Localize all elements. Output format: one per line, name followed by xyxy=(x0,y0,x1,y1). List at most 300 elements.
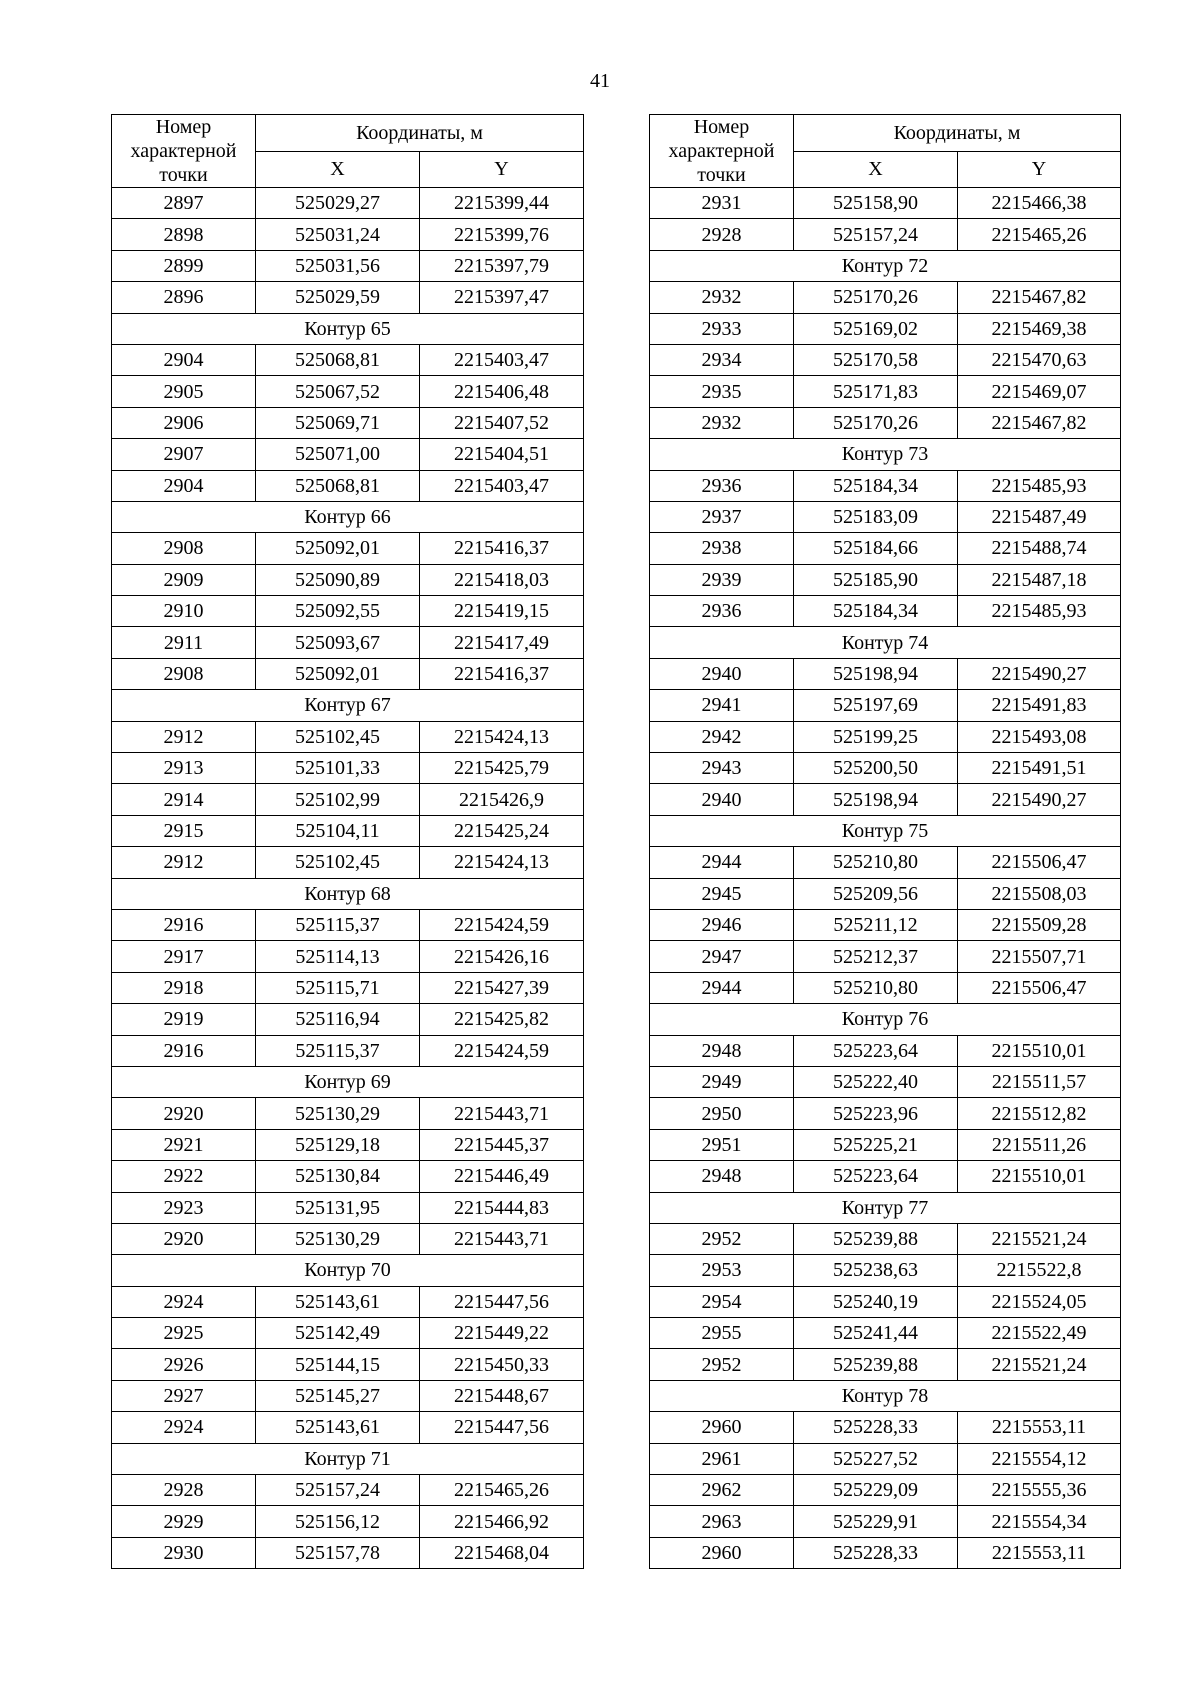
contour-row xyxy=(650,1004,1121,1035)
table-row xyxy=(112,1192,584,1223)
x-coordinate-cell: 525116,94 xyxy=(256,1004,420,1035)
point-number-cell: 2960 xyxy=(650,1537,794,1568)
x-coordinate-cell: 525102,45 xyxy=(256,847,420,878)
table-row xyxy=(650,344,1121,375)
table-row xyxy=(650,941,1121,972)
y-coordinate-cell: 2215419,15 xyxy=(420,596,584,627)
point-number-cell: 2937 xyxy=(650,501,794,532)
x-coordinate-cell: 525145,27 xyxy=(256,1380,420,1411)
point-number-cell: 2945 xyxy=(650,878,794,909)
y-coordinate-cell: 2215416,37 xyxy=(420,533,584,564)
x-coordinate-cell: 525238,63 xyxy=(794,1255,958,1286)
point-number-cell: 2924 xyxy=(112,1286,256,1317)
point-number-cell: 2908 xyxy=(112,658,256,689)
table-row xyxy=(112,1161,584,1192)
header-point-number: Номер характерной точки xyxy=(112,115,256,188)
x-coordinate-cell: 525211,12 xyxy=(794,909,958,940)
y-coordinate-cell: 2215443,71 xyxy=(420,1223,584,1254)
table-row xyxy=(112,1380,584,1411)
point-number-cell: 2949 xyxy=(650,1066,794,1097)
point-number-cell: 2913 xyxy=(112,753,256,784)
x-coordinate-cell: 525143,61 xyxy=(256,1286,420,1317)
y-coordinate-cell: 2215485,93 xyxy=(958,470,1121,501)
x-coordinate-cell: 525157,78 xyxy=(256,1537,420,1568)
x-coordinate-cell: 525228,33 xyxy=(794,1412,958,1443)
point-number-cell: 2938 xyxy=(650,533,794,564)
table-row xyxy=(112,533,584,564)
x-coordinate-cell: 525199,25 xyxy=(794,721,958,752)
x-coordinate-cell: 525223,64 xyxy=(794,1035,958,1066)
point-number-cell: 2928 xyxy=(112,1475,256,1506)
contour-row xyxy=(650,250,1121,281)
x-coordinate-cell: 525227,52 xyxy=(794,1443,958,1474)
y-coordinate-cell: 2215403,47 xyxy=(420,344,584,375)
y-coordinate-cell: 2215512,82 xyxy=(958,1098,1121,1129)
x-coordinate-cell: 525222,40 xyxy=(794,1066,958,1097)
contour-label: Контур 69 xyxy=(112,1066,584,1097)
table-row xyxy=(650,596,1121,627)
y-coordinate-cell: 2215506,47 xyxy=(958,847,1121,878)
y-coordinate-cell: 2215466,92 xyxy=(420,1506,584,1537)
point-number-cell: 2922 xyxy=(112,1161,256,1192)
y-coordinate-cell: 2215508,03 xyxy=(958,878,1121,909)
point-number-cell: 2939 xyxy=(650,564,794,595)
table-row xyxy=(112,1004,584,1035)
point-number-cell: 2948 xyxy=(650,1035,794,1066)
contour-label: Контур 68 xyxy=(112,878,584,909)
point-number-cell: 2916 xyxy=(112,909,256,940)
point-number-cell: 2923 xyxy=(112,1192,256,1223)
table-row xyxy=(650,533,1121,564)
contour-row xyxy=(112,1443,584,1474)
table-row xyxy=(112,596,584,627)
x-coordinate-cell: 525170,26 xyxy=(794,282,958,313)
x-coordinate-cell: 525169,02 xyxy=(794,313,958,344)
table-row xyxy=(112,784,584,815)
contour-row xyxy=(650,815,1121,846)
x-coordinate-cell: 525068,81 xyxy=(256,470,420,501)
point-number-cell: 2917 xyxy=(112,941,256,972)
point-number-cell: 2915 xyxy=(112,815,256,846)
table-row xyxy=(650,972,1121,1003)
y-coordinate-cell: 2215521,24 xyxy=(958,1223,1121,1254)
contour-row xyxy=(112,690,584,721)
y-coordinate-cell: 2215425,24 xyxy=(420,815,584,846)
point-number-cell: 2907 xyxy=(112,439,256,470)
x-coordinate-cell: 525102,99 xyxy=(256,784,420,815)
x-coordinate-cell: 525210,80 xyxy=(794,847,958,878)
x-coordinate-cell: 525102,45 xyxy=(256,721,420,752)
table-row xyxy=(112,344,584,375)
y-coordinate-cell: 2215407,52 xyxy=(420,407,584,438)
x-coordinate-cell: 525239,88 xyxy=(794,1349,958,1380)
y-coordinate-cell: 2215470,63 xyxy=(958,344,1121,375)
table-row xyxy=(650,753,1121,784)
table-row xyxy=(650,1161,1121,1192)
point-number-cell: 2912 xyxy=(112,847,256,878)
table-row xyxy=(650,1223,1121,1254)
y-coordinate-cell: 2215487,49 xyxy=(958,501,1121,532)
point-number-cell: 2896 xyxy=(112,282,256,313)
x-coordinate-cell: 525092,01 xyxy=(256,658,420,689)
y-coordinate-cell: 2215418,03 xyxy=(420,564,584,595)
x-coordinate-cell: 525212,37 xyxy=(794,941,958,972)
table-row xyxy=(650,1412,1121,1443)
y-coordinate-cell: 2215555,36 xyxy=(958,1475,1121,1506)
x-coordinate-cell: 525142,49 xyxy=(256,1318,420,1349)
point-number-cell: 2918 xyxy=(112,972,256,1003)
table-row xyxy=(650,313,1121,344)
table-row xyxy=(112,282,584,313)
x-coordinate-cell: 525157,24 xyxy=(256,1475,420,1506)
y-coordinate-cell: 2215554,34 xyxy=(958,1506,1121,1537)
point-number-cell: 2924 xyxy=(112,1412,256,1443)
point-number-cell: 2944 xyxy=(650,847,794,878)
y-coordinate-cell: 2215446,49 xyxy=(420,1161,584,1192)
coordinates-table-right xyxy=(649,114,1121,1569)
y-coordinate-cell: 2215553,11 xyxy=(958,1412,1121,1443)
x-coordinate-cell: 525170,58 xyxy=(794,344,958,375)
x-coordinate-cell: 525114,13 xyxy=(256,941,420,972)
y-coordinate-cell: 2215511,57 xyxy=(958,1066,1121,1097)
y-coordinate-cell: 2215445,37 xyxy=(420,1129,584,1160)
table-row xyxy=(112,1286,584,1317)
point-number-cell: 2936 xyxy=(650,596,794,627)
x-coordinate-cell: 525144,15 xyxy=(256,1349,420,1380)
x-coordinate-cell: 525130,84 xyxy=(256,1161,420,1192)
point-number-cell: 2921 xyxy=(112,1129,256,1160)
table-row xyxy=(112,1475,584,1506)
point-number-cell: 2927 xyxy=(112,1380,256,1411)
point-number-cell: 2899 xyxy=(112,250,256,281)
header-coordinates: Координаты, м xyxy=(256,115,584,152)
table-row xyxy=(650,1443,1121,1474)
table-row xyxy=(112,1098,584,1129)
y-coordinate-cell: 2215467,82 xyxy=(958,282,1121,313)
table-row xyxy=(112,815,584,846)
point-number-cell: 2904 xyxy=(112,470,256,501)
table-row xyxy=(112,439,584,470)
point-number-cell: 2919 xyxy=(112,1004,256,1035)
table-row xyxy=(112,1035,584,1066)
table-row xyxy=(112,941,584,972)
contour-label: Контур 67 xyxy=(112,690,584,721)
x-coordinate-cell: 525184,34 xyxy=(794,470,958,501)
point-number-cell: 2953 xyxy=(650,1255,794,1286)
y-coordinate-cell: 2215553,11 xyxy=(958,1537,1121,1568)
y-coordinate-cell: 2215509,28 xyxy=(958,909,1121,940)
contour-row xyxy=(650,439,1121,470)
x-coordinate-cell: 525067,52 xyxy=(256,376,420,407)
y-coordinate-cell: 2215465,26 xyxy=(958,219,1121,250)
table-row xyxy=(112,1537,584,1568)
table-row xyxy=(650,784,1121,815)
y-coordinate-cell: 2215491,83 xyxy=(958,690,1121,721)
point-number-cell: 2944 xyxy=(650,972,794,1003)
table-row xyxy=(112,188,584,219)
point-number-cell: 2926 xyxy=(112,1349,256,1380)
contour-label: Контур 72 xyxy=(650,250,1121,281)
table-row xyxy=(650,470,1121,501)
page-number: 41 xyxy=(590,70,610,92)
point-number-cell: 2952 xyxy=(650,1349,794,1380)
table-row xyxy=(650,1349,1121,1380)
contour-row xyxy=(112,1255,584,1286)
y-coordinate-cell: 2215447,56 xyxy=(420,1412,584,1443)
table-row xyxy=(650,501,1121,532)
y-coordinate-cell: 2215554,12 xyxy=(958,1443,1121,1474)
y-coordinate-cell: 2215506,47 xyxy=(958,972,1121,1003)
y-coordinate-cell: 2215426,9 xyxy=(420,784,584,815)
table-row xyxy=(650,658,1121,689)
y-coordinate-cell: 2215466,38 xyxy=(958,188,1121,219)
table-row xyxy=(650,376,1121,407)
table-row xyxy=(650,1537,1121,1568)
x-coordinate-cell: 525158,90 xyxy=(794,188,958,219)
header-y: Y xyxy=(420,151,584,188)
point-number-cell: 2920 xyxy=(112,1223,256,1254)
point-number-cell: 2911 xyxy=(112,627,256,658)
table-row xyxy=(112,219,584,250)
point-number-cell: 2948 xyxy=(650,1161,794,1192)
x-coordinate-cell: 525210,80 xyxy=(794,972,958,1003)
coordinates-table-left xyxy=(111,114,584,1569)
y-coordinate-cell: 2215424,59 xyxy=(420,909,584,940)
table-row xyxy=(112,407,584,438)
y-coordinate-cell: 2215397,47 xyxy=(420,282,584,313)
x-coordinate-cell: 525069,71 xyxy=(256,407,420,438)
x-coordinate-cell: 525183,09 xyxy=(794,501,958,532)
table-row xyxy=(650,407,1121,438)
x-coordinate-cell: 525156,12 xyxy=(256,1506,420,1537)
table-row xyxy=(650,1098,1121,1129)
contour-row xyxy=(112,878,584,909)
point-number-cell: 2946 xyxy=(650,909,794,940)
x-coordinate-cell: 525130,29 xyxy=(256,1223,420,1254)
point-number-cell: 2952 xyxy=(650,1223,794,1254)
y-coordinate-cell: 2215424,59 xyxy=(420,1035,584,1066)
y-coordinate-cell: 2215487,18 xyxy=(958,564,1121,595)
point-number-cell: 2910 xyxy=(112,596,256,627)
point-number-cell: 2941 xyxy=(650,690,794,721)
x-coordinate-cell: 525170,26 xyxy=(794,407,958,438)
point-number-cell: 2960 xyxy=(650,1412,794,1443)
table-row xyxy=(112,658,584,689)
x-coordinate-cell: 525115,37 xyxy=(256,1035,420,1066)
table-row xyxy=(650,1506,1121,1537)
point-number-cell: 2909 xyxy=(112,564,256,595)
contour-label: Контур 77 xyxy=(650,1192,1121,1223)
table-row xyxy=(112,753,584,784)
y-coordinate-cell: 2215485,93 xyxy=(958,596,1121,627)
point-number-cell: 2936 xyxy=(650,470,794,501)
y-coordinate-cell: 2215448,67 xyxy=(420,1380,584,1411)
table-row xyxy=(112,1412,584,1443)
x-coordinate-cell: 525185,90 xyxy=(794,564,958,595)
x-coordinate-cell: 525090,89 xyxy=(256,564,420,595)
x-coordinate-cell: 525184,66 xyxy=(794,533,958,564)
x-coordinate-cell: 525229,91 xyxy=(794,1506,958,1537)
point-number-cell: 2925 xyxy=(112,1318,256,1349)
table-row xyxy=(112,972,584,1003)
y-coordinate-cell: 2215510,01 xyxy=(958,1161,1121,1192)
x-coordinate-cell: 525115,37 xyxy=(256,909,420,940)
contour-row xyxy=(112,1066,584,1097)
contour-label: Контур 78 xyxy=(650,1380,1121,1411)
point-number-cell: 2962 xyxy=(650,1475,794,1506)
point-number-cell: 2897 xyxy=(112,188,256,219)
x-coordinate-cell: 525198,94 xyxy=(794,784,958,815)
header-x: X xyxy=(794,151,958,188)
table-row xyxy=(112,250,584,281)
x-coordinate-cell: 525198,94 xyxy=(794,658,958,689)
point-number-cell: 2935 xyxy=(650,376,794,407)
y-coordinate-cell: 2215426,16 xyxy=(420,941,584,972)
point-number-cell: 2914 xyxy=(112,784,256,815)
point-number-cell: 2908 xyxy=(112,533,256,564)
x-coordinate-cell: 525241,44 xyxy=(794,1318,958,1349)
table-row xyxy=(650,219,1121,250)
x-coordinate-cell: 525200,50 xyxy=(794,753,958,784)
y-coordinate-cell: 2215447,56 xyxy=(420,1286,584,1317)
y-coordinate-cell: 2215469,38 xyxy=(958,313,1121,344)
point-number-cell: 2931 xyxy=(650,188,794,219)
x-coordinate-cell: 525101,33 xyxy=(256,753,420,784)
table-row xyxy=(112,1129,584,1160)
header-x: X xyxy=(256,151,420,188)
x-coordinate-cell: 525131,95 xyxy=(256,1192,420,1223)
y-coordinate-cell: 2215399,76 xyxy=(420,219,584,250)
table-row xyxy=(650,1286,1121,1317)
point-number-cell: 2928 xyxy=(650,219,794,250)
contour-row xyxy=(650,1380,1121,1411)
y-coordinate-cell: 2215416,37 xyxy=(420,658,584,689)
point-number-cell: 2932 xyxy=(650,282,794,313)
point-number-cell: 2947 xyxy=(650,941,794,972)
y-coordinate-cell: 2215510,01 xyxy=(958,1035,1121,1066)
y-coordinate-cell: 2215443,71 xyxy=(420,1098,584,1129)
contour-label: Контур 66 xyxy=(112,501,584,532)
table-row xyxy=(112,909,584,940)
point-number-cell: 2906 xyxy=(112,407,256,438)
y-coordinate-cell: 2215404,51 xyxy=(420,439,584,470)
contour-label: Контур 74 xyxy=(650,627,1121,658)
y-coordinate-cell: 2215424,13 xyxy=(420,721,584,752)
table-row xyxy=(112,564,584,595)
x-coordinate-cell: 525031,24 xyxy=(256,219,420,250)
table-row xyxy=(650,1318,1121,1349)
point-number-cell: 2920 xyxy=(112,1098,256,1129)
x-coordinate-cell: 525209,56 xyxy=(794,878,958,909)
table-row xyxy=(650,1475,1121,1506)
y-coordinate-cell: 2215449,22 xyxy=(420,1318,584,1349)
x-coordinate-cell: 525223,64 xyxy=(794,1161,958,1192)
y-coordinate-cell: 2215491,51 xyxy=(958,753,1121,784)
table-row xyxy=(650,564,1121,595)
x-coordinate-cell: 525240,19 xyxy=(794,1286,958,1317)
table-row xyxy=(112,1223,584,1254)
x-coordinate-cell: 525092,01 xyxy=(256,533,420,564)
y-coordinate-cell: 2215469,07 xyxy=(958,376,1121,407)
x-coordinate-cell: 525092,55 xyxy=(256,596,420,627)
y-coordinate-cell: 2215493,08 xyxy=(958,721,1121,752)
table-row xyxy=(112,721,584,752)
point-number-cell: 2912 xyxy=(112,721,256,752)
contour-label: Контур 73 xyxy=(650,439,1121,470)
y-coordinate-cell: 2215465,26 xyxy=(420,1475,584,1506)
contour-row xyxy=(112,313,584,344)
table-row xyxy=(650,188,1121,219)
x-coordinate-cell: 525104,11 xyxy=(256,815,420,846)
y-coordinate-cell: 2215397,79 xyxy=(420,250,584,281)
point-number-cell: 2904 xyxy=(112,344,256,375)
table-row xyxy=(650,909,1121,940)
contour-label: Контур 65 xyxy=(112,313,584,344)
x-coordinate-cell: 525068,81 xyxy=(256,344,420,375)
point-number-cell: 2905 xyxy=(112,376,256,407)
x-coordinate-cell: 525229,09 xyxy=(794,1475,958,1506)
y-coordinate-cell: 2215522,8 xyxy=(958,1255,1121,1286)
point-number-cell: 2933 xyxy=(650,313,794,344)
table-row xyxy=(112,1349,584,1380)
y-coordinate-cell: 2215521,24 xyxy=(958,1349,1121,1380)
y-coordinate-cell: 2215467,82 xyxy=(958,407,1121,438)
x-coordinate-cell: 525130,29 xyxy=(256,1098,420,1129)
x-coordinate-cell: 525239,88 xyxy=(794,1223,958,1254)
point-number-cell: 2943 xyxy=(650,753,794,784)
contour-label: Контур 70 xyxy=(112,1255,584,1286)
y-coordinate-cell: 2215424,13 xyxy=(420,847,584,878)
point-number-cell: 2942 xyxy=(650,721,794,752)
x-coordinate-cell: 525031,56 xyxy=(256,250,420,281)
contour-row xyxy=(650,1192,1121,1223)
y-coordinate-cell: 2215427,39 xyxy=(420,972,584,1003)
point-number-cell: 2934 xyxy=(650,344,794,375)
table-row xyxy=(650,1066,1121,1097)
x-coordinate-cell: 525129,18 xyxy=(256,1129,420,1160)
y-coordinate-cell: 2215425,82 xyxy=(420,1004,584,1035)
table-row xyxy=(112,1506,584,1537)
y-coordinate-cell: 2215444,83 xyxy=(420,1192,584,1223)
y-coordinate-cell: 2215490,27 xyxy=(958,658,1121,689)
point-number-cell: 2955 xyxy=(650,1318,794,1349)
x-coordinate-cell: 525171,83 xyxy=(794,376,958,407)
contour-label: Контур 71 xyxy=(112,1443,584,1474)
point-number-cell: 2929 xyxy=(112,1506,256,1537)
y-coordinate-cell: 2215403,47 xyxy=(420,470,584,501)
x-coordinate-cell: 525228,33 xyxy=(794,1537,958,1568)
x-coordinate-cell: 525029,59 xyxy=(256,282,420,313)
x-coordinate-cell: 525029,27 xyxy=(256,188,420,219)
table-row xyxy=(650,1255,1121,1286)
point-number-cell: 2898 xyxy=(112,219,256,250)
point-number-cell: 2950 xyxy=(650,1098,794,1129)
y-coordinate-cell: 2215450,33 xyxy=(420,1349,584,1380)
y-coordinate-cell: 2215406,48 xyxy=(420,376,584,407)
table-row xyxy=(112,376,584,407)
x-coordinate-cell: 525184,34 xyxy=(794,596,958,627)
point-number-cell: 2951 xyxy=(650,1129,794,1160)
header-coordinates: Координаты, м xyxy=(794,115,1121,152)
point-number-cell: 2961 xyxy=(650,1443,794,1474)
point-number-cell: 2940 xyxy=(650,658,794,689)
contour-label: Контур 76 xyxy=(650,1004,1121,1035)
table-row xyxy=(650,847,1121,878)
y-coordinate-cell: 2215399,44 xyxy=(420,188,584,219)
contour-row xyxy=(650,627,1121,658)
x-coordinate-cell: 525225,21 xyxy=(794,1129,958,1160)
y-coordinate-cell: 2215511,26 xyxy=(958,1129,1121,1160)
